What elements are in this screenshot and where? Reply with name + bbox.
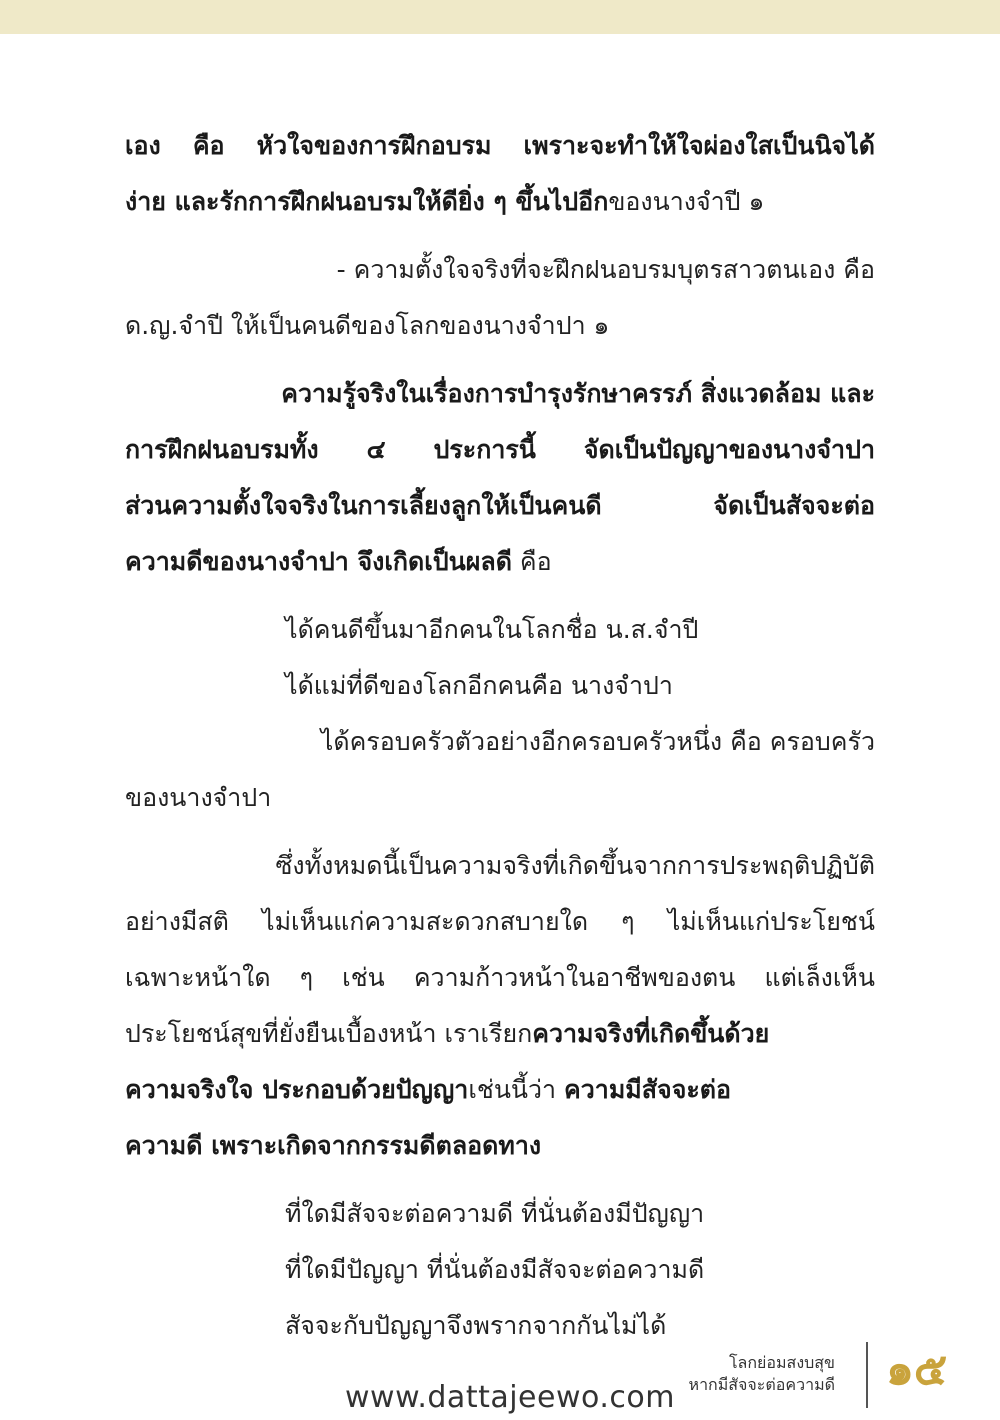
p4-line3: เฉพาะหน้าใด ๆ เช่น ความก้าวหน้าในอาชีพของตน แต่เล็งเห็น xyxy=(125,963,875,992)
p4-line6: ความดี เพราะเกิดจากกรรมดีตลอดทาง xyxy=(125,1131,542,1160)
book-title-line1: โลกย่อมสงบสุข xyxy=(728,1353,835,1372)
verse-line1: ที่ใดมีสัจจะต่อความดี ที่นั่นต้องมีปัญญา xyxy=(285,1199,705,1228)
page-body xyxy=(125,118,875,1354)
verse-line2: ที่ใดมีปัญญา ที่นั่นต้องมีสัจจะต่อความดี xyxy=(285,1255,705,1284)
result-line4: ของนางจำปา xyxy=(125,783,272,812)
verse-line3: สัจจะกับปัญญาจึงพรากจากกันไม่ได้ xyxy=(285,1311,667,1340)
p2-line2: ด.ญ.จำปี ให้เป็นคนดีของโลกของนางจำปา ๑ xyxy=(125,311,610,340)
p2-line1: - ความตั้งใจจริงที่จะฝึกฝนอบรมบุตรสาวตนเอง คือ xyxy=(336,255,875,284)
footer-website-url: www.dattajeewo.com xyxy=(345,1380,675,1415)
p3-line3: ส่วนความตั้งใจจริงในการเลี้ยงลูกให้เป็นคนดี จัดเป็นสัจจะต่อ xyxy=(125,491,875,520)
footer-book-title xyxy=(689,1352,835,1396)
result-line1: ได้คนดีขึ้นมาอีกคนในโลกชื่อ น.ส.จำปี xyxy=(285,615,699,644)
p4-line5: ความจริงใจ ประกอบด้วยปัญญาเช่นนี้ว่า ความมีสัจจะต่อ xyxy=(125,1075,732,1104)
top-decorative-band xyxy=(0,0,1000,34)
result-line2: ได้แม่ที่ดีของโลกอีกคนคือ นางจำปา xyxy=(285,671,673,700)
p4-line4: ประโยชน์สุขที่ยั่งยืนเบื้องหน้า เราเรียกความจริงที่เกิดขึ้นด้วย xyxy=(125,1019,770,1048)
p4-line1: ซึ่งทั้งหมดนี้เป็นความจริงที่เกิดขึ้นจากการประพฤติปฏิบัติ xyxy=(275,851,875,880)
p1-line1: เอง คือ หัวใจของการฝึกอบรม เพราะจะทำให้ใจผ่องใสเป็นนิจได้ xyxy=(125,131,875,160)
p3-line4: ความดีของนางจำปา จึงเกิดเป็นผลดี คือ xyxy=(125,547,552,576)
p3-line2: การฝึกฝนอบรมทั้ง ๔ ประการนี้ จัดเป็นปัญญาของนางจำปา xyxy=(125,435,875,464)
result-line3: ได้ครอบครัวตัวอย่างอีกครอบครัวหนึ่ง คือ ครอบครัว xyxy=(320,727,875,756)
page-number: ๑๕ xyxy=(886,1344,948,1395)
p4-line2: อย่างมีสติ ไม่เห็นแก่ความสะดวกสบายใด ๆ ไม่เห็นแก่ประโยชน์ xyxy=(125,907,875,936)
p3-line1: ความรู้จริงในเรื่องการบำรุงรักษาครรภ์ สิ่งแวดล้อม และ xyxy=(281,379,875,408)
book-title-line2: หากมีสัจจะต่อความดี xyxy=(688,1375,835,1394)
p1-line2: ง่าย และรักการฝึกฝนอบรมให้ดียิ่ง ๆ ขึ้นไปอีกของนางจำปี ๑ xyxy=(125,187,765,216)
footer-divider xyxy=(866,1342,868,1408)
